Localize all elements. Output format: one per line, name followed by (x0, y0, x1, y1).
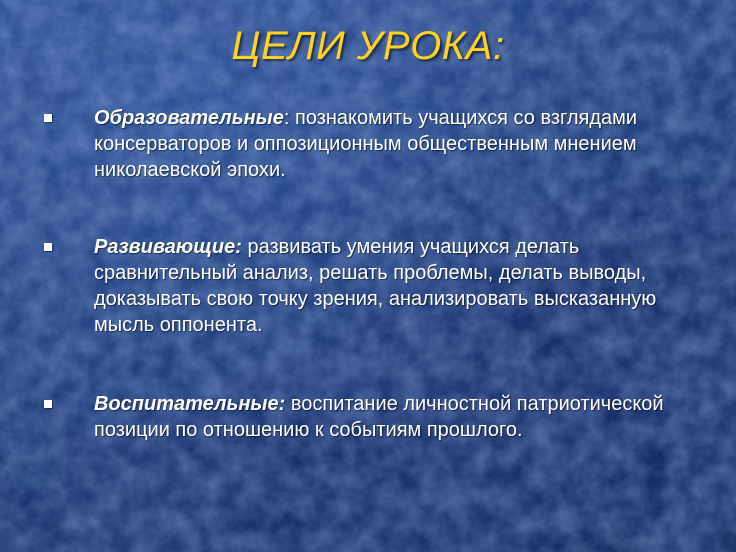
bullet-icon (44, 114, 52, 122)
goal-item-educational (94, 105, 694, 183)
goal-label: Образовательные (94, 107, 284, 129)
bullet-icon (44, 243, 52, 251)
goal-text: воспитание личностной патриотической позиции по отношению к событиям прошлого. (94, 393, 664, 441)
bullet-icon (44, 400, 52, 408)
goal-text: : познакомить учащихся со взглядами консерваторов и оппозиционным общественным мнением николаевской эпохи. (94, 107, 638, 181)
goal-label: Развивающие: (94, 236, 242, 258)
goal-text: развивать умения учащихся делать сравнительный анализ, решать проблемы, делать выводы, доказывать свою точку зрения, анализировать высказанную мысль оппонента. (94, 236, 657, 336)
goal-label: Воспитательные: (94, 393, 286, 415)
slide-title: ЦЕЛИ УРОКА: (231, 24, 505, 68)
goal-item-developmental (94, 234, 694, 338)
goal-item-upbringing (94, 391, 694, 443)
